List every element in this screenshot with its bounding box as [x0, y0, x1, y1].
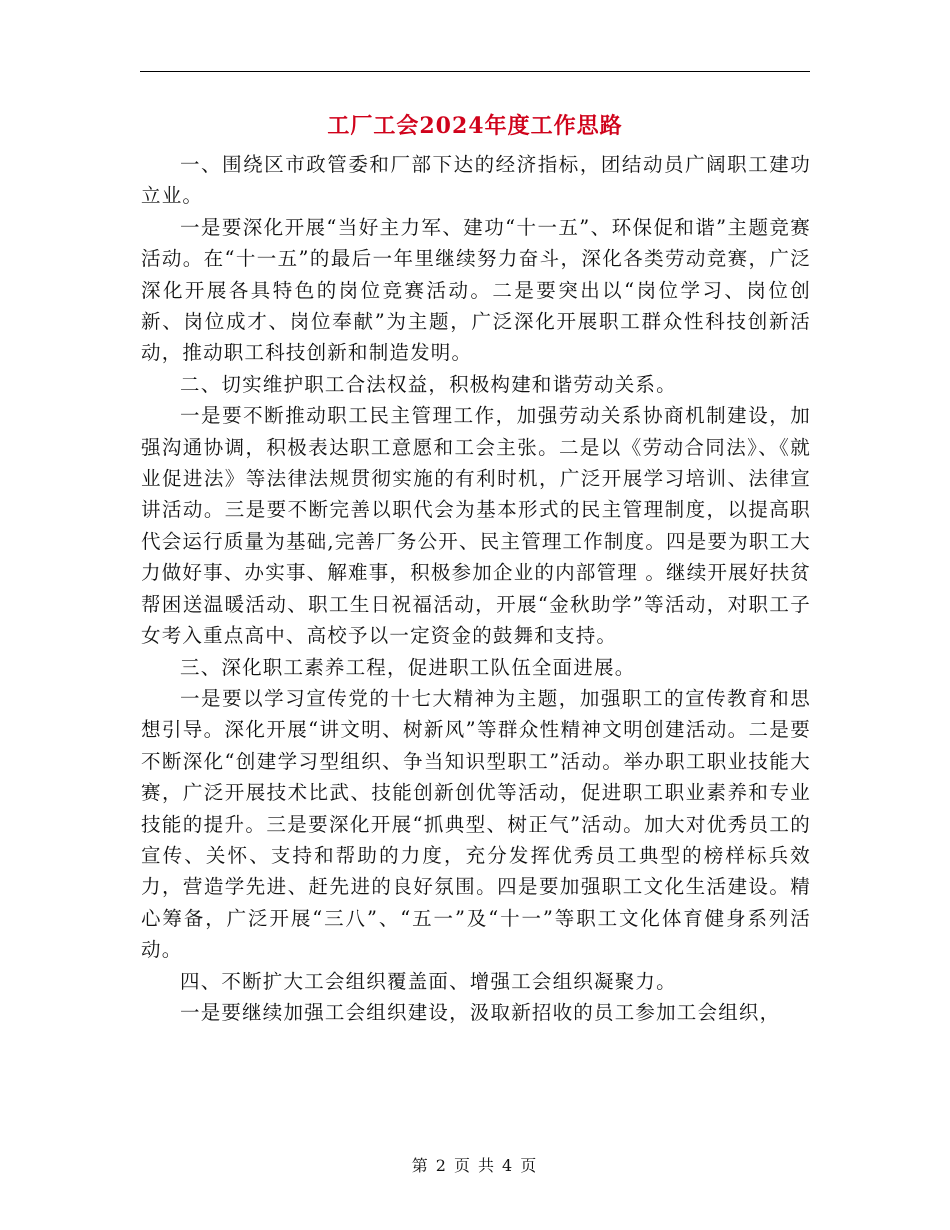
heading-section-4: 四、不断扩大工会组织覆盖面、增强工会组织凝聚力。: [180, 969, 677, 993]
page-current: 2: [435, 1156, 448, 1175]
paragraph-section-4-body: 一是要继续加强工会组织建设，汲取新招收的员工参加工会组织，: [180, 1000, 781, 1024]
heading-section-3: 三、深化职工素养工程，促进职工队伍全面进展。: [180, 655, 636, 679]
page-unit: 页: [453, 1156, 472, 1175]
document-title: 工厂工会2024年度工作思路: [327, 113, 623, 139]
page-footer: [0, 1153, 950, 1176]
total-unit: 页: [520, 1156, 539, 1175]
paragraph-section-2-body: 一是要不断推动职工民主管理工作，加强劳动关系协商机制建设，加强沟通协调，积极表达职工意愿和工会主张。二是以《劳动合同法》、《就业促进法》等法律法规贯彻实施的有利时机，广泛开展学习培训、法律宣讲活动。三是要不断完善以职代会为基本形式的民主管理制度，以提高职代会运行质量为基础,完善厂务公开、民主管理工作制度。四是要为职工大力做好事、办实事、解难事，积极参加企业的内部管理 。继续开展好扶贫帮困送温暖活动、职工生日祝福活动，开展“金秋助学”等活动，对职工子女考入重点高中、高校予以一定资金的鼓舞和支持。: [141, 404, 811, 648]
heading-section-2: 二、切实维护职工合法权益，积极构建和谐劳动关系。: [180, 372, 677, 396]
header-rule: [140, 71, 810, 72]
document-body: [141, 149, 811, 1028]
page-total: 4: [502, 1156, 515, 1175]
total-label: 共: [478, 1156, 497, 1175]
paragraph-section-1-body: 一是要深化开展“当好主力军、建功“十一五”、环保促和谐”主题竞赛活动。在“十一五”的最后一年里继续努力奋斗，深化各类劳动竞赛，广泛深化开展各具特色的岗位竞赛活动。二是要突出以“岗位学习、岗位创新、岗位成才、岗位奉献”为主题，广泛深化开展职工群众性科技创新活动，推动职工科技创新和制造发明。: [141, 215, 811, 365]
paragraph-section-3-body: 一是要以学习宣传党的十七大精神为主题，加强职工的宣传教育和思想引导。深化开展“讲文明、树新风”等群众性精神文明创建活动。二是要不断深化“创建学习型组织、争当知识型职工”活动。举办职工职业技能大赛，广泛开展技术比武、技能创新创优等活动，促进职工职业素养和专业技能的提升。三是要深化开展“抓典型、树正气”活动。加大对优秀员工的宣传、关怀、支持和帮助的力度，充分发挥优秀员工典型的榜样标兵效力，营造学先进、赶先进的良好氛围。四是要加强职工文化生活建设。精心筹备，广泛开展“三八”、“五一”及“十一”等职工文化体育健身系列活动。: [141, 686, 811, 962]
heading-section-1: 一、围绕区市政管委和厂部下达的经济指标，团结动员广阔职工建功立业。: [141, 153, 811, 208]
page-label: 第: [411, 1156, 430, 1175]
